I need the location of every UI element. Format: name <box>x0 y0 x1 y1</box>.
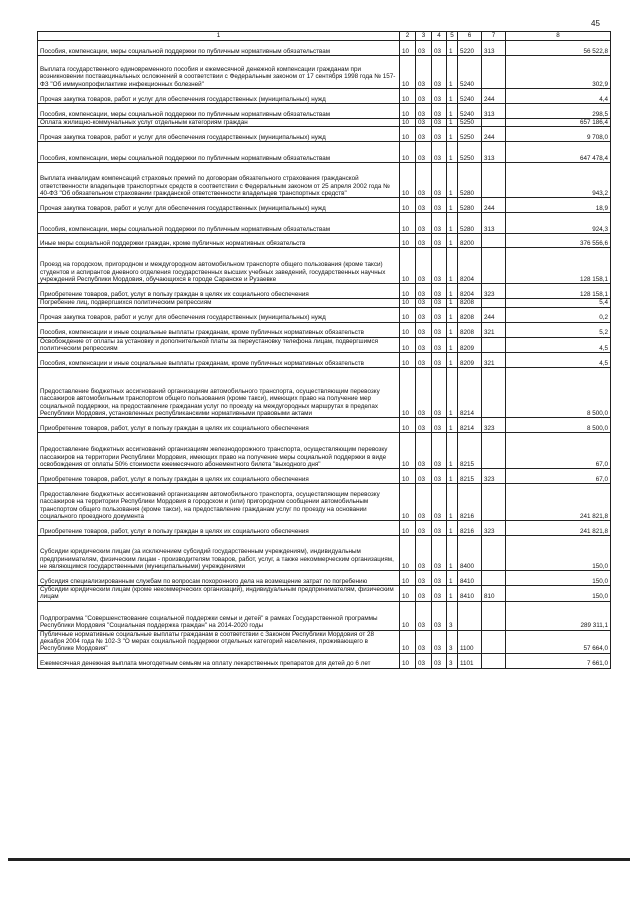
row-description: Выплата инвалидам компенсаций страховых премий по договорам обязательного страхования гражданской ответственности владельцев транспортных средств в соответствии с Федеральным законом от 25 апреля 2002 года № 40-ФЗ "Об обязательном страховании гражданской ответственности владельцев транспортных средств" <box>38 163 400 198</box>
row-expense-type-code <box>482 368 506 418</box>
row-expense-type-code: 323 <box>482 521 506 536</box>
row-description: Освобождение от оплаты за установку и дополнительной платы за переустановку телефона лицам, подвергшимся политическим репрессиям <box>38 337 400 353</box>
row-section-code: 10 <box>400 89 416 104</box>
row-expense-type-code: 313 <box>482 213 506 234</box>
row-expense-type-code: 323 <box>482 284 506 299</box>
row-section-code: 10 <box>400 521 416 536</box>
row-section-code: 10 <box>400 307 416 322</box>
table-row <box>38 248 611 284</box>
row-program-code: 03 <box>432 353 447 368</box>
row-amount: 56 522,8 <box>506 41 611 56</box>
table-row <box>38 484 611 521</box>
row-subprogram-code: 1 <box>447 198 458 213</box>
row-description: Субсидии юридическим лицам (кроме некоммерческих организаций), индивидуальным предпринимателям, физическим лицам <box>38 586 400 602</box>
row-subprogram-code: 1 <box>447 89 458 104</box>
row-amount: 9 708,0 <box>506 127 611 142</box>
row-program-code: 03 <box>432 56 447 89</box>
row-subprogram-code: 1 <box>447 586 458 602</box>
row-amount: 128 158,1 <box>506 284 611 299</box>
row-subprogram-code: 1 <box>447 142 458 163</box>
row-description: Проезд на городском, пригородном и междугородном автомобильном транспорте общего пользования (кроме такси) студентов и аспирантов дневного отделения государственных высших учебных заведений, государственных научных учреждений Республики Мордовия, обучающихся в городе Саранске и Рузаевке <box>38 248 400 284</box>
row-expense-type-code: 810 <box>482 586 506 602</box>
bottom-rule <box>8 858 630 861</box>
row-amount: 241 821,8 <box>506 484 611 521</box>
row-subprogram-code: 1 <box>447 56 458 89</box>
row-amount: 0,2 <box>506 307 611 322</box>
row-subsection-code: 03 <box>416 521 432 536</box>
row-section-code: 10 <box>400 630 416 653</box>
row-section-code: 10 <box>400 368 416 418</box>
table-row <box>38 630 611 653</box>
row-program-code: 03 <box>432 163 447 198</box>
row-description: Прочая закупка товаров, работ и услуг для обеспечения государственных (муниципальных) нужд <box>38 198 400 213</box>
row-program-code: 03 <box>432 630 447 653</box>
row-program-code: 03 <box>432 571 447 586</box>
row-subsection-code: 03 <box>416 630 432 653</box>
column-header: 6 <box>458 32 482 41</box>
row-section-code: 10 <box>400 234 416 248</box>
row-target-code: 5250 <box>458 119 482 127</box>
row-description: Оплата жилищно-коммунальных услуг отдельным категориям граждан <box>38 119 400 127</box>
row-program-code: 03 <box>432 127 447 142</box>
row-amount: 289 311,1 <box>506 601 611 630</box>
table-row <box>38 653 611 668</box>
row-expense-type-code: 244 <box>482 307 506 322</box>
row-program-code: 03 <box>432 322 447 337</box>
row-amount: 128 158,1 <box>506 248 611 284</box>
row-amount: 302,9 <box>506 56 611 89</box>
row-expense-type-code <box>482 119 506 127</box>
row-subsection-code: 03 <box>416 41 432 56</box>
row-program-code: 03 <box>432 307 447 322</box>
row-expense-type-code <box>482 536 506 571</box>
row-subsection-code: 03 <box>416 536 432 571</box>
table-row <box>38 586 611 602</box>
row-description: Субсидии юридическим лицам (за исключением субсидий государственным учреждениям), индивидуальным предпринимателям, физическим лицам - производителям товаров, работ, услуг, а также некоммерческим организациям, не являющимся государственными (муниципальными) учреждениями <box>38 536 400 571</box>
row-subprogram-code: 1 <box>447 299 458 307</box>
row-description: Пособия, компенсации, меры социальной поддержки по публичным нормативным обязательствам <box>38 213 400 234</box>
row-program-code: 03 <box>432 284 447 299</box>
row-subprogram-code: 1 <box>447 418 458 433</box>
row-amount: 943,2 <box>506 163 611 198</box>
row-subsection-code: 03 <box>416 142 432 163</box>
table-row <box>38 119 611 127</box>
column-header: 4 <box>432 32 447 41</box>
table-row <box>38 469 611 484</box>
column-header: 7 <box>482 32 506 41</box>
row-amount: 4,5 <box>506 353 611 368</box>
row-expense-type-code <box>482 484 506 521</box>
row-section-code: 10 <box>400 469 416 484</box>
table-row <box>38 41 611 56</box>
row-section-code: 10 <box>400 653 416 668</box>
row-program-code: 03 <box>432 299 447 307</box>
table-row <box>38 163 611 198</box>
row-section-code: 10 <box>400 433 416 469</box>
column-header: 2 <box>400 32 416 41</box>
row-description: Прочая закупка товаров, работ и услуг для обеспечения государственных (муниципальных) нужд <box>38 89 400 104</box>
row-expense-type-code: 313 <box>482 142 506 163</box>
row-target-code: 5240 <box>458 104 482 119</box>
table-row <box>38 322 611 337</box>
row-program-code: 03 <box>432 433 447 469</box>
row-target-code: 5280 <box>458 163 482 198</box>
row-description: Погребение лиц, подвергшихся политическим репрессиям <box>38 299 400 307</box>
row-amount: 8 500,0 <box>506 418 611 433</box>
row-subprogram-code: 1 <box>447 119 458 127</box>
row-target-code: 5240 <box>458 56 482 89</box>
row-description: Приобретение товаров, работ, услуг в пользу граждан в целях их социального обеспечения <box>38 521 400 536</box>
row-program-code: 03 <box>432 248 447 284</box>
row-subsection-code: 03 <box>416 213 432 234</box>
row-expense-type-code <box>482 571 506 586</box>
row-subprogram-code: 1 <box>447 521 458 536</box>
row-subprogram-code: 1 <box>447 337 458 353</box>
row-target-code: 8204 <box>458 284 482 299</box>
row-subprogram-code: 3 <box>447 653 458 668</box>
row-target-code: 8208 <box>458 322 482 337</box>
row-target-code: 1100 <box>458 630 482 653</box>
row-expense-type-code <box>482 299 506 307</box>
table-row <box>38 536 611 571</box>
row-subprogram-code: 3 <box>447 630 458 653</box>
table-row <box>38 104 611 119</box>
table-row <box>38 521 611 536</box>
row-program-code: 03 <box>432 469 447 484</box>
table-row <box>38 601 611 630</box>
row-program-code: 03 <box>432 418 447 433</box>
row-subsection-code: 03 <box>416 368 432 418</box>
row-subprogram-code: 1 <box>447 234 458 248</box>
row-program-code: 03 <box>432 368 447 418</box>
row-subsection-code: 03 <box>416 234 432 248</box>
row-target-code: 5280 <box>458 213 482 234</box>
row-subsection-code: 03 <box>416 601 432 630</box>
row-program-code: 03 <box>432 653 447 668</box>
table-row <box>38 299 611 307</box>
row-target-code: 5220 <box>458 41 482 56</box>
row-target-code: 8204 <box>458 248 482 284</box>
row-subsection-code: 03 <box>416 299 432 307</box>
row-section-code: 10 <box>400 337 416 353</box>
row-expense-type-code: 321 <box>482 353 506 368</box>
row-target-code: 8208 <box>458 307 482 322</box>
row-program-code: 03 <box>432 89 447 104</box>
row-amount: 241 821,8 <box>506 521 611 536</box>
row-expense-type-code <box>482 234 506 248</box>
row-program-code: 03 <box>432 213 447 234</box>
row-description: Пособия, компенсации и иные социальные выплаты гражданам, кроме публичных нормативных обязательств <box>38 353 400 368</box>
row-target-code: 5240 <box>458 89 482 104</box>
row-amount: 67,0 <box>506 469 611 484</box>
row-section-code: 10 <box>400 322 416 337</box>
table-header-row <box>38 32 611 41</box>
table-row <box>38 368 611 418</box>
row-subprogram-code: 1 <box>447 353 458 368</box>
row-program-code: 03 <box>432 536 447 571</box>
row-program-code: 03 <box>432 521 447 536</box>
row-description: Прочая закупка товаров, работ и услуг для обеспечения государственных (муниципальных) нужд <box>38 307 400 322</box>
row-section-code: 10 <box>400 536 416 571</box>
row-target-code <box>458 601 482 630</box>
row-subsection-code: 03 <box>416 337 432 353</box>
row-target-code: 8200 <box>458 234 482 248</box>
row-section-code: 10 <box>400 127 416 142</box>
budget-table <box>37 31 611 669</box>
row-amount: 298,5 <box>506 104 611 119</box>
row-amount: 8 500,0 <box>506 368 611 418</box>
row-section-code: 10 <box>400 571 416 586</box>
row-expense-type-code: 313 <box>482 41 506 56</box>
row-expense-type-code <box>482 248 506 284</box>
row-subsection-code: 03 <box>416 56 432 89</box>
row-target-code: 8410 <box>458 571 482 586</box>
row-program-code: 03 <box>432 601 447 630</box>
row-section-code: 10 <box>400 284 416 299</box>
row-subsection-code: 03 <box>416 322 432 337</box>
row-target-code: 1101 <box>458 653 482 668</box>
row-expense-type-code: 244 <box>482 198 506 213</box>
row-amount: 4,4 <box>506 89 611 104</box>
row-target-code: 8215 <box>458 433 482 469</box>
row-expense-type-code <box>482 653 506 668</box>
row-target-code: 5280 <box>458 198 482 213</box>
row-description: Публичные нормативные социальные выплаты гражданам в соответствии с Законом Республики Мордовия от 28 декабря 2004 года № 102-З "О мерах социальной поддержки отдельных категорий населения, проживающего в Республике Мордовия" <box>38 630 400 653</box>
row-subsection-code: 03 <box>416 104 432 119</box>
row-expense-type-code <box>482 433 506 469</box>
row-amount: 5,2 <box>506 322 611 337</box>
table-row <box>38 89 611 104</box>
row-description: Пособия, компенсации, меры социальной поддержки по публичным нормативным обязательствам <box>38 41 400 56</box>
row-description: Ежемесячная денежная выплата многодетным семьям на оплату лекарственных препаратов для детей до 6 лет <box>38 653 400 668</box>
table-row <box>38 571 611 586</box>
row-subsection-code: 03 <box>416 418 432 433</box>
row-subprogram-code: 1 <box>447 536 458 571</box>
row-subprogram-code: 1 <box>447 322 458 337</box>
row-description: Предоставление бюджетных ассигнований организациям железнодорожного транспорта, осуществляющим перевозку пассажиров на территории Республики Мордовия, имеющих право на получение меры социальной поддержки в виде освобождения от оплаты 50% стоимости ежемесячного абонементного билета "выходного дня" <box>38 433 400 469</box>
row-target-code: 8215 <box>458 469 482 484</box>
table-row <box>38 337 611 353</box>
row-subsection-code: 03 <box>416 127 432 142</box>
row-subprogram-code: 1 <box>447 571 458 586</box>
row-description: Прочая закупка товаров, работ и услуг для обеспечения государственных (муниципальных) нужд <box>38 127 400 142</box>
row-amount: 5,4 <box>506 299 611 307</box>
row-subsection-code: 03 <box>416 119 432 127</box>
row-section-code: 10 <box>400 142 416 163</box>
row-amount: 657 186,4 <box>506 119 611 127</box>
row-program-code: 03 <box>432 586 447 602</box>
row-expense-type-code <box>482 56 506 89</box>
row-section-code: 10 <box>400 299 416 307</box>
table-row <box>38 284 611 299</box>
row-subprogram-code: 1 <box>447 307 458 322</box>
table-row <box>38 142 611 163</box>
row-target-code: 8209 <box>458 353 482 368</box>
row-program-code: 03 <box>432 198 447 213</box>
table-row <box>38 56 611 89</box>
row-subprogram-code: 1 <box>447 368 458 418</box>
row-subsection-code: 03 <box>416 484 432 521</box>
row-expense-type-code: 244 <box>482 127 506 142</box>
row-section-code: 10 <box>400 56 416 89</box>
row-expense-type-code: 244 <box>482 89 506 104</box>
row-expense-type-code: 323 <box>482 418 506 433</box>
row-amount: 150,0 <box>506 536 611 571</box>
row-amount: 7 661,0 <box>506 653 611 668</box>
row-section-code: 10 <box>400 586 416 602</box>
row-section-code: 10 <box>400 104 416 119</box>
row-amount: 67,0 <box>506 433 611 469</box>
row-section-code: 10 <box>400 484 416 521</box>
row-description: Приобретение товаров, работ, услуг в пользу граждан в целях их социального обеспечения <box>38 284 400 299</box>
row-program-code: 03 <box>432 41 447 56</box>
row-amount: 57 664,0 <box>506 630 611 653</box>
row-subsection-code: 03 <box>416 571 432 586</box>
row-subprogram-code: 3 <box>447 601 458 630</box>
table-row <box>38 198 611 213</box>
row-subprogram-code: 1 <box>447 104 458 119</box>
row-subsection-code: 03 <box>416 89 432 104</box>
column-header: 1 <box>38 32 400 41</box>
row-section-code: 10 <box>400 248 416 284</box>
row-subsection-code: 03 <box>416 307 432 322</box>
row-program-code: 03 <box>432 337 447 353</box>
row-description: Предоставление бюджетных ассигнований организациям автомобильного транспорта, осуществляющим перевозку пассажиров на территории Республики Мордовия в городском и (или) пригородном сообщении автомобильным транспортом общего пользования (кроме такси), на предоставление гражданам услуг по проезду на основании социального проездного документа <box>38 484 400 521</box>
column-header: 5 <box>447 32 458 41</box>
row-subsection-code: 03 <box>416 198 432 213</box>
row-section-code: 10 <box>400 119 416 127</box>
row-subprogram-code: 1 <box>447 433 458 469</box>
row-subprogram-code: 1 <box>447 469 458 484</box>
row-description: Пособия, компенсации, меры социальной поддержки по публичным нормативным обязательствам <box>38 104 400 119</box>
row-subprogram-code: 1 <box>447 41 458 56</box>
row-target-code: 8214 <box>458 368 482 418</box>
row-description: Приобретение товаров, работ, услуг в пользу граждан в целях их социального обеспечения <box>38 418 400 433</box>
table-row <box>38 353 611 368</box>
row-subsection-code: 03 <box>416 284 432 299</box>
row-description: Выплата государственного единовременного пособия и ежемесячной денежной компенсации гражданам при возникновении поствакцинальных осложнений в соответствии с Федеральным законом от 17 сентября 1998 года № 157-ФЗ "Об иммунопрофилактике инфекционных болезней" <box>38 56 400 89</box>
row-subprogram-code: 1 <box>447 213 458 234</box>
row-description: Иные меры социальной поддержки граждан, кроме публичных нормативных обязательств <box>38 234 400 248</box>
row-section-code: 10 <box>400 198 416 213</box>
row-section-code: 10 <box>400 601 416 630</box>
row-target-code: 8216 <box>458 521 482 536</box>
row-target-code: 8216 <box>458 484 482 521</box>
row-amount: 924,3 <box>506 213 611 234</box>
table-row <box>38 234 611 248</box>
table-row <box>38 127 611 142</box>
row-subsection-code: 03 <box>416 163 432 198</box>
row-subprogram-code: 1 <box>447 284 458 299</box>
table-row <box>38 213 611 234</box>
row-expense-type-code <box>482 601 506 630</box>
row-description: Пособия, компенсации, меры социальной поддержки по публичным нормативным обязательствам <box>38 142 400 163</box>
row-section-code: 10 <box>400 213 416 234</box>
row-section-code: 10 <box>400 163 416 198</box>
page-number: 45 <box>591 19 600 28</box>
row-target-code: 8410 <box>458 586 482 602</box>
row-target-code: 8400 <box>458 536 482 571</box>
row-amount: 376 556,6 <box>506 234 611 248</box>
row-subprogram-code: 1 <box>447 127 458 142</box>
row-expense-type-code <box>482 630 506 653</box>
row-amount: 647 478,4 <box>506 142 611 163</box>
row-section-code: 10 <box>400 418 416 433</box>
row-subprogram-code: 1 <box>447 163 458 198</box>
row-target-code: 5250 <box>458 127 482 142</box>
row-description: Субсидия специализированным службам по вопросам похоронного дела на возмещение затрат по погребению <box>38 571 400 586</box>
row-subsection-code: 03 <box>416 433 432 469</box>
row-description: Пособия, компенсации и иные социальные выплаты гражданам, кроме публичных нормативных обязательств <box>38 322 400 337</box>
row-program-code: 03 <box>432 234 447 248</box>
row-target-code: 8208 <box>458 299 482 307</box>
row-expense-type-code <box>482 337 506 353</box>
row-subprogram-code: 1 <box>447 484 458 521</box>
table-row <box>38 418 611 433</box>
table-row <box>38 307 611 322</box>
row-expense-type-code: 313 <box>482 104 506 119</box>
row-expense-type-code <box>482 163 506 198</box>
row-subsection-code: 03 <box>416 653 432 668</box>
row-section-code: 10 <box>400 353 416 368</box>
column-header: 3 <box>416 32 432 41</box>
row-amount: 4,5 <box>506 337 611 353</box>
row-subsection-code: 03 <box>416 353 432 368</box>
row-expense-type-code: 321 <box>482 322 506 337</box>
row-program-code: 03 <box>432 104 447 119</box>
row-amount: 150,0 <box>506 571 611 586</box>
row-program-code: 03 <box>432 119 447 127</box>
row-description: Приобретение товаров, работ, услуг в пользу граждан в целях их социального обеспечения <box>38 469 400 484</box>
column-header: 8 <box>506 32 611 41</box>
row-description: Подпрограмма "Совершенствование социальной поддержки семьи и детей" в рамках Государственной программы Республики Мордовия "Социальная поддержка граждан" на 2014-2020 годы <box>38 601 400 630</box>
row-section-code: 10 <box>400 41 416 56</box>
row-program-code: 03 <box>432 142 447 163</box>
row-target-code: 8209 <box>458 337 482 353</box>
row-amount: 18,9 <box>506 198 611 213</box>
row-description: Предоставление бюджетных ассигнований организациям автомобильного транспорта, осуществляющим перевозку пассажиров автомобильным транспортом общего пользования (кроме такси), имеющих право на получение мер социальной поддержки, на предоставление гражданам услуг по проезду на междугородных маршрутах в пределах Республики Мордовия, установленных республиканскими нормативными правовыми актами <box>38 368 400 418</box>
table-row <box>38 433 611 469</box>
row-subprogram-code: 1 <box>447 248 458 284</box>
row-subsection-code: 03 <box>416 586 432 602</box>
row-target-code: 8214 <box>458 418 482 433</box>
row-subsection-code: 03 <box>416 469 432 484</box>
row-target-code: 5250 <box>458 142 482 163</box>
row-program-code: 03 <box>432 484 447 521</box>
row-amount: 150,0 <box>506 586 611 602</box>
row-subsection-code: 03 <box>416 248 432 284</box>
row-expense-type-code: 323 <box>482 469 506 484</box>
